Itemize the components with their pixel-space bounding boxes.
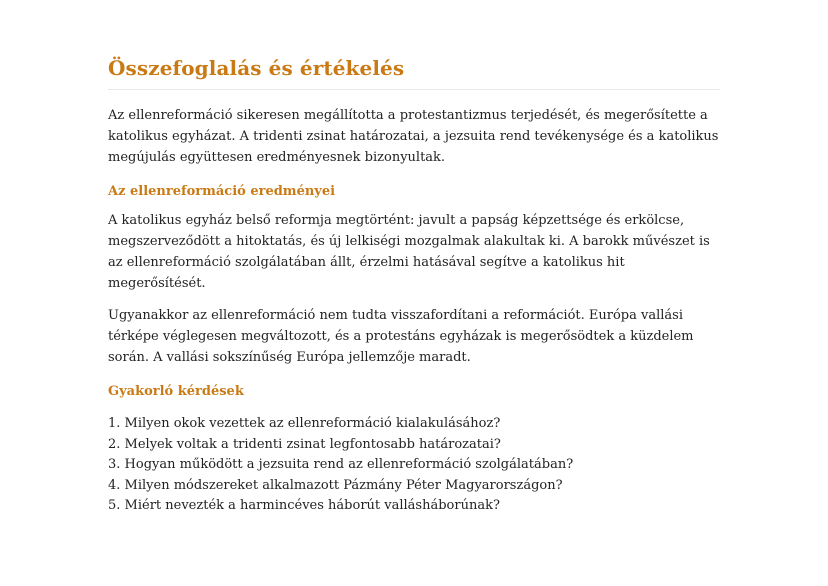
- question-item: 4. Milyen módszereket alkalmazott Pázmány Péter Magyarországon?: [108, 477, 563, 493]
- title-divider: [108, 89, 720, 90]
- results-paragraph-2: Ugyanakkor az ellenreformáció nem tudta visszafordítani a reformációt. Európa vallási térképe véglegesen megváltozott, és a protestáns egyházak is megerősödtek a küzdelem során. A vallási sokszínűség Európa jellemzője maradt.: [108, 308, 694, 365]
- question-item: 1. Milyen okok vezettek az ellenreformáció kialakulásához?: [108, 416, 501, 431]
- questions-list: [108, 414, 720, 517]
- results-paragraph-1: A katolikus egyház belső reformja megtörtént: javult a papság képzettsége és erkölcse, megszerveződött a hitoktatás, és új lelkiségi mozgalmak alakultak ki. A barokk művészet is az ellenreformáció szolgálatában állt, érzelmi hatásával segítve a katolikus hit megerősítését.: [108, 213, 710, 291]
- page-title: Összefoglalás és értékelés: [108, 56, 405, 80]
- intro-paragraph: Az ellenreformáció sikeresen megállította a protestantizmus terjedését, és megerősítette a katolikus egyházat. A tridenti zsinat határozatai, a jezsuita rend tevékenysége és a katolikus megújulás együttesen eredményesnek bizonyultak.: [108, 108, 719, 165]
- questions-heading: Gyakorló kérdések: [108, 384, 244, 399]
- results-heading: Az ellenreformáció eredményei: [108, 184, 336, 199]
- question-item: 3. Hogyan működött a jezsuita rend az ellenreformáció szolgálatában?: [108, 457, 574, 472]
- question-item: 5. Miért nevezték a harmincéves háborút vallásháborúnak?: [108, 498, 500, 513]
- question-item: 2. Melyek voltak a tridenti zsinat legfontosabb határozatai?: [108, 436, 501, 452]
